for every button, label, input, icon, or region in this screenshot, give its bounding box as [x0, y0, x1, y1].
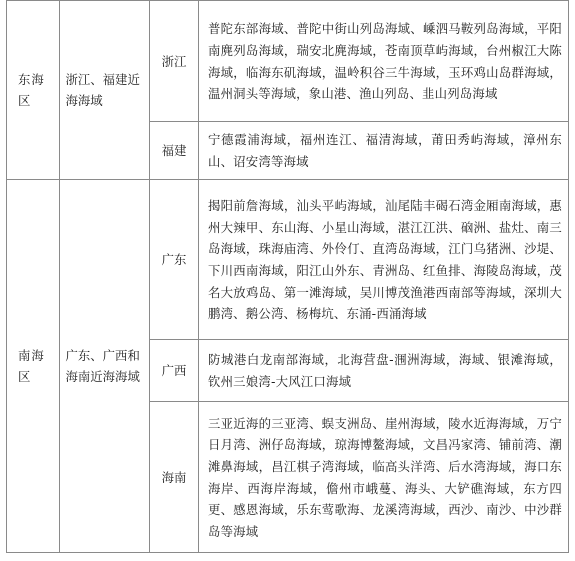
sea-area-table — [6, 0, 569, 553]
areas-cell-fujian: 宁德霞浦海域，福州连江、福清海域，莆田秀屿海域，漳州东山、诏安湾等海域 — [199, 122, 569, 180]
province-cell-hainan — [150, 402, 199, 553]
table-row — [7, 1, 569, 122]
region-cell-south — [60, 180, 150, 553]
province-label: 福建 — [161, 143, 187, 158]
province-label: 海南 — [161, 469, 187, 485]
sea-cell-south — [7, 180, 60, 553]
table-row — [7, 180, 569, 340]
province-cell-fujian — [150, 122, 199, 180]
province-label: 广西 — [161, 363, 187, 378]
areas-cell-guangxi: 防城港白龙南部海域，北海营盘-涠洲海域，海域、银滩海域，钦州三娘湾-大风江口海域 — [199, 340, 569, 402]
region-label: 浙江、福建近海海域 — [65, 72, 140, 108]
areas-cell-hainan: 三亚近海的三亚湾、蜈支洲岛、崖州海域，陵水近海海域，万宁日月湾、洲仔岛海域，琼海博鳌海域，文昌冯家湾、铺前湾、潮滩鼻海域，昌江棋子湾海域，临高头洋湾、后水湾海域，海口东海岸、西海岸海域，儋州市峨蔓、海头、大铲礁海域，东方四更、感恩海域，乐东莺歌海、龙溪湾海域，西沙、南沙、中沙群岛等海域 — [199, 402, 569, 553]
sea-cell-east — [7, 1, 60, 180]
province-cell-zhejiang — [150, 1, 199, 122]
sea-label: 南海区 — [18, 348, 45, 384]
areas-cell-zhejiang: 普陀东部海域、普陀中街山列岛海域、嵊泗马鞍列岛海域，平阳南麂列岛海域，瑞安北麂海域，苍南顶草屿海域，台州椒江大陈海域，临海东矶海域，温岭积谷三牛海域，玉环鸡山岛群海域，温州洞头等海域，象山港、渔山列岛、韭山列岛海域 — [199, 1, 569, 122]
province-label: 浙江 — [161, 53, 187, 69]
province-cell-guangxi — [150, 340, 199, 402]
areas-cell-guangdong: 揭阳前詹海域，汕头平屿海域，汕尾陆丰碣石湾金厢南海域，惠州大辣甲、东山海、小星山海域，湛江江洪、硇洲、盐灶、南三岛海域，珠海庙湾、外伶仃、直湾岛海域，江门乌猪洲、沙堤、下川西南海域，阳江山外东、青洲岛、红鱼排、海陵岛海域，茂名大放鸡岛、第一滩海域，吴川博茂渔港西南部等海域，深圳大鹏湾、鹅公湾、杨梅坑、东涌-西涌海域 — [199, 180, 569, 340]
region-cell-east — [60, 1, 150, 180]
region-label: 广东、广西和海南近海海域 — [65, 348, 140, 384]
province-label: 广东 — [161, 252, 187, 267]
sea-label: 东海区 — [18, 72, 45, 108]
province-cell-guangdong — [150, 180, 199, 340]
